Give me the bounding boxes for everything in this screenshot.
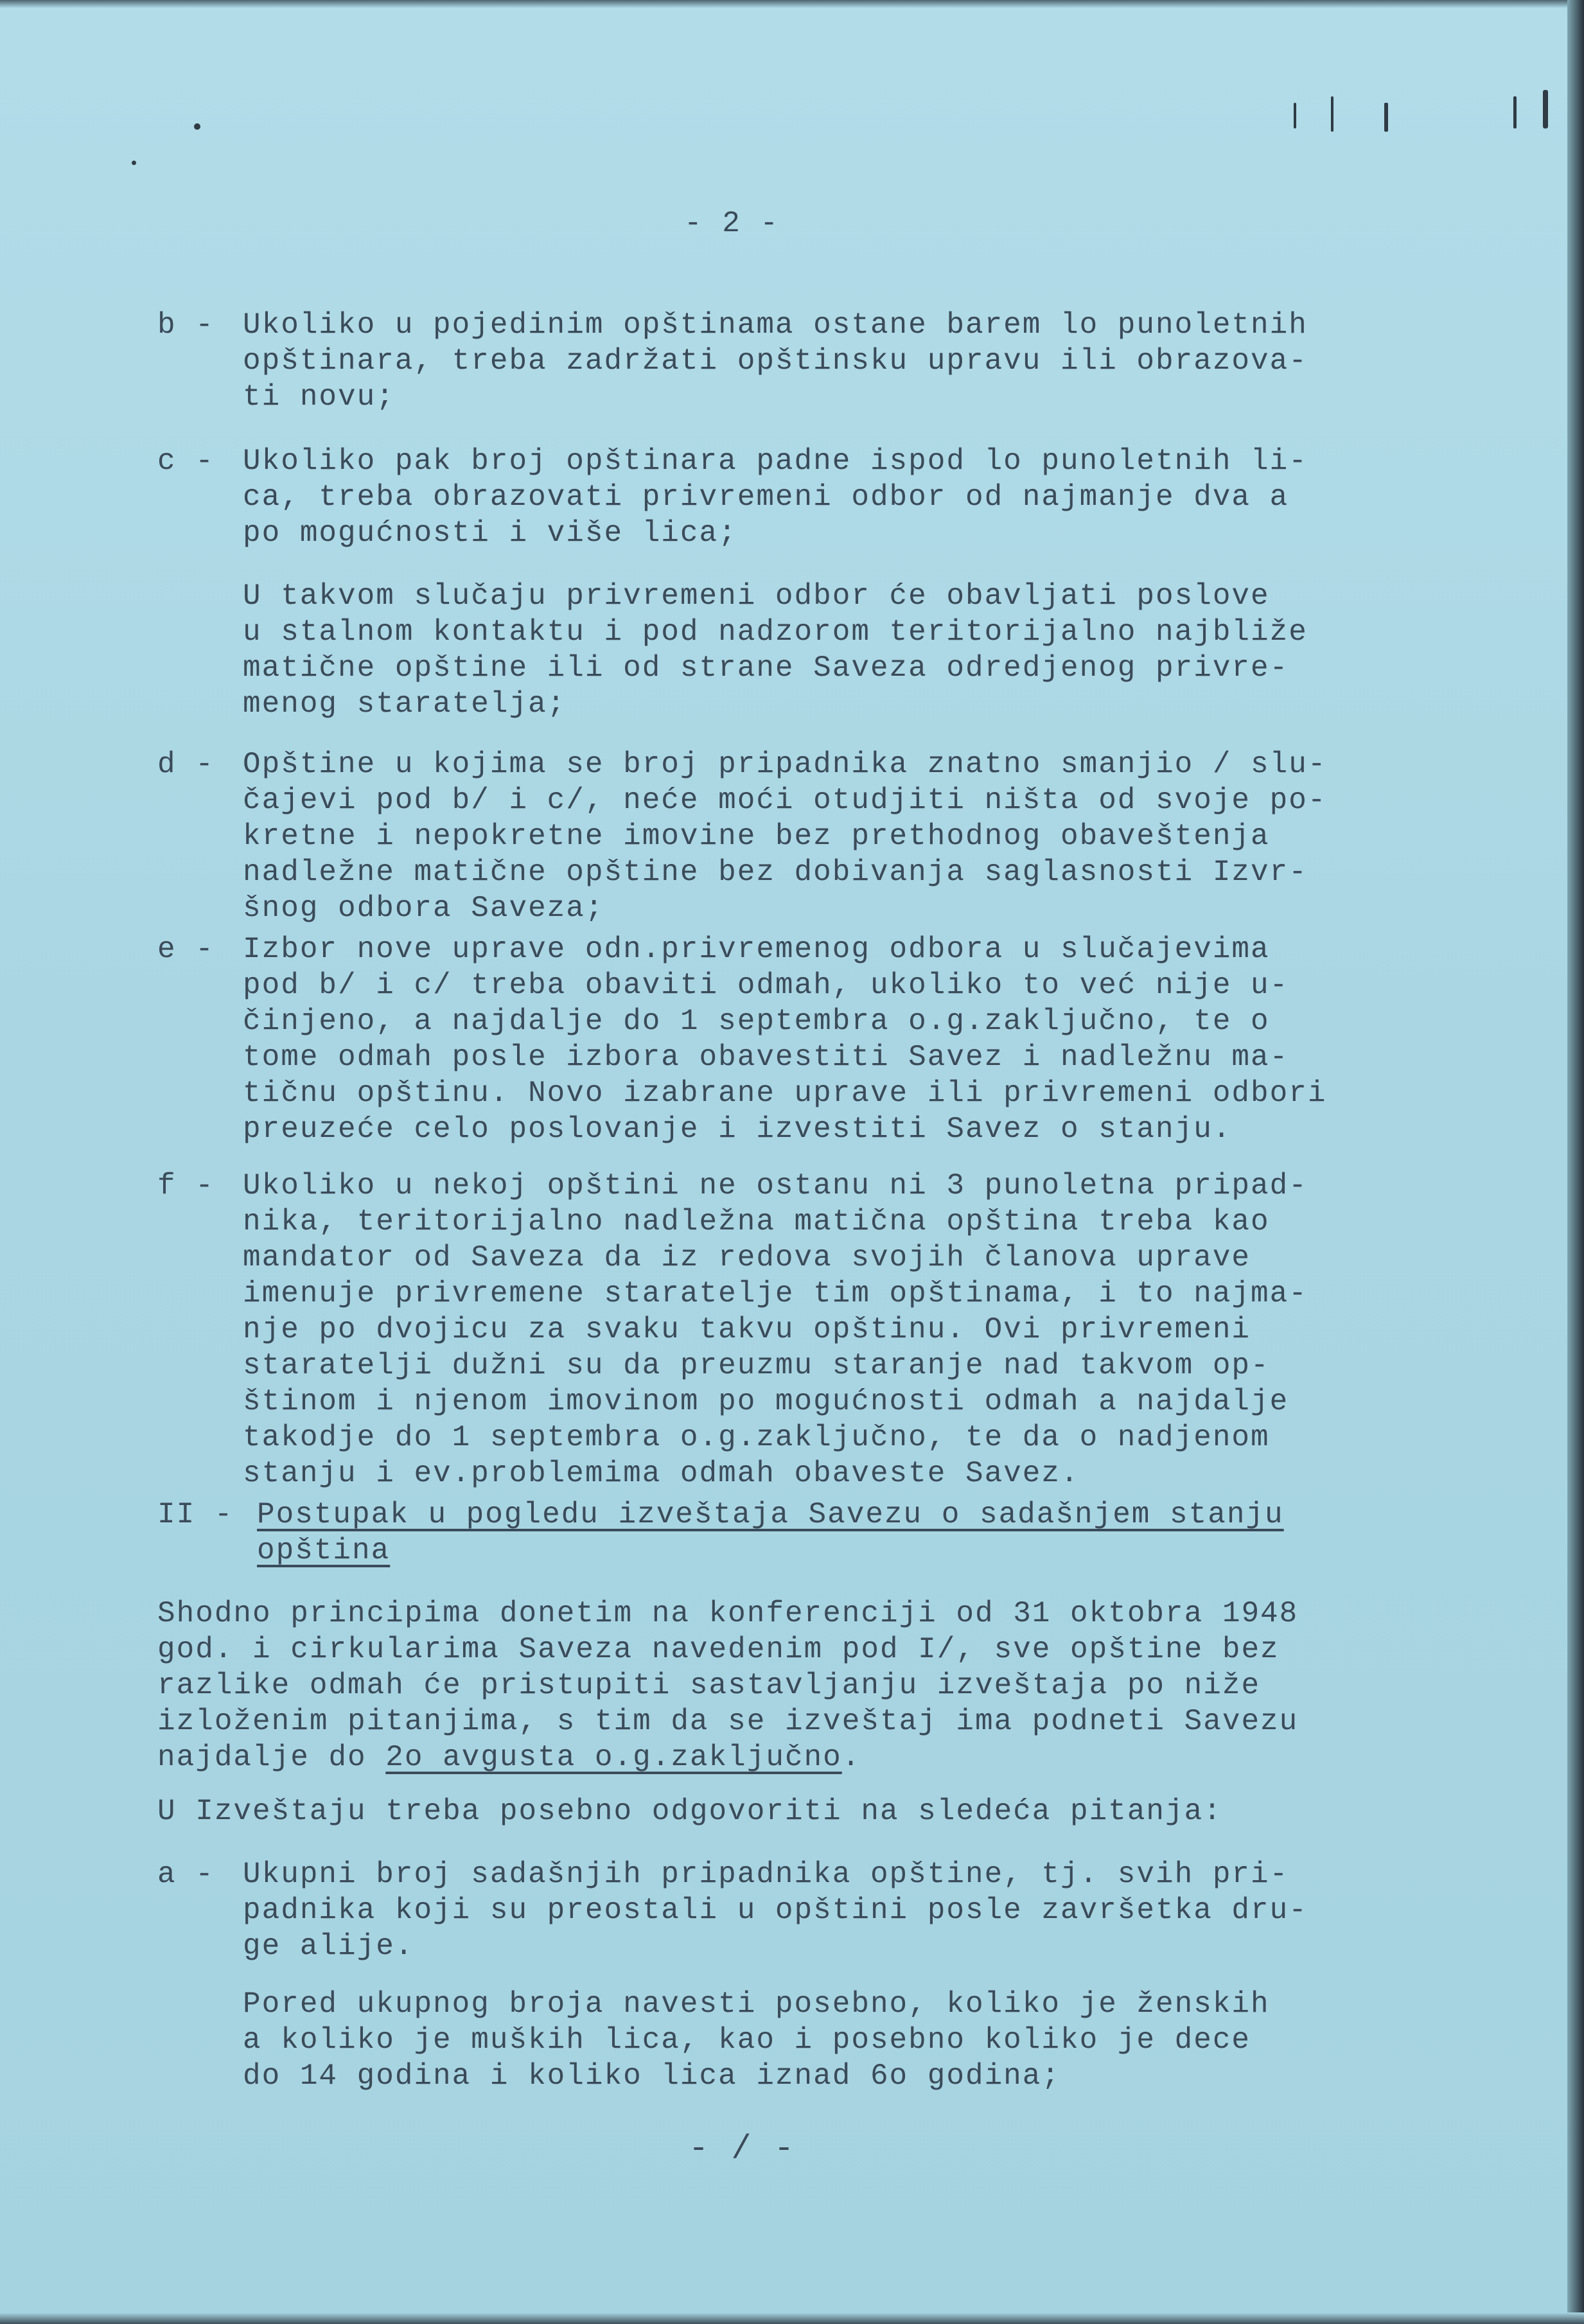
- scan-edge-right: [1567, 0, 1584, 2324]
- item-d-label: d -: [157, 748, 215, 781]
- scan-speck: [1513, 96, 1517, 128]
- item-f-line: nika, teritorijalno nadležna matična opština treba kao: [243, 1205, 1270, 1238]
- item-a-note-line: a koliko je muških lica, kao i posebno koliko je dece: [243, 2023, 1251, 2057]
- scan-edge-top: [0, 0, 1584, 8]
- page-number: - 2 -: [684, 207, 780, 240]
- item-f-line: štinom i njenom imovinom po mogućnosti odmah a najdalje: [243, 1385, 1289, 1418]
- paragraph-line: Shodno principima donetim na konferenciji od 31 oktobra 1948: [157, 1597, 1299, 1630]
- scan-speck: [132, 161, 136, 165]
- item-d-line: čajevi pod b/ i c/, neće moći otudjiti ništa od svoje po-: [243, 784, 1327, 817]
- item-d-line: kretne i nepokretne imovine bez prethodnog obaveštenja: [243, 820, 1270, 853]
- scan-speck: [1384, 103, 1388, 132]
- scan-speck: [1543, 90, 1548, 128]
- item-f-line: takodje do 1 septembra o.g.zaključno, te da o nadjenom: [243, 1421, 1270, 1454]
- item-f-line: mandator od Saveza da iz redova svojih članova uprave: [243, 1241, 1251, 1274]
- deadline-suffix: .: [841, 1741, 861, 1774]
- item-f-line: stanju i ev.problemima odmah obaveste Savez.: [243, 1457, 1080, 1490]
- scan-speck: [1331, 96, 1333, 132]
- item-e-label: e -: [157, 933, 215, 966]
- deadline-prefix: najdalje do: [157, 1741, 386, 1774]
- item-a-line: padnika koji su preostali u opštini posle završetka dru-: [243, 1894, 1308, 1927]
- item-d-line: nadležne matične opštine bez dobivanja saglasnosti Izvr-: [243, 856, 1308, 889]
- item-e-line: Izbor nove uprave odn.privremenog odbora u slučajevima: [243, 933, 1270, 966]
- paragraph-line: razlike odmah će pristupiti sastavljanju izveštaja po niže: [157, 1669, 1261, 1702]
- item-a-line: ge alije.: [243, 1930, 414, 1963]
- item-b-label: b -: [157, 308, 215, 342]
- section-ii-heading: opština: [257, 1534, 391, 1567]
- scan-edge-bottom: [0, 2312, 1584, 2324]
- questions-intro: U Izveštaju treba posebno odgovoriti na sledeća pitanja:: [157, 1795, 1222, 1828]
- paragraph-line: izloženim pitanjima, s tim da se izveštaj ima podneti Savezu: [157, 1705, 1299, 1738]
- deadline-date: 2o avgusta o.g.zaključno: [385, 1741, 842, 1774]
- item-b-line: ti novu;: [243, 380, 395, 414]
- item-c-note-line: u stalnom kontaktu i pod nadzorom teritorijalno najbliže: [243, 615, 1308, 649]
- item-a-label: a -: [157, 1858, 215, 1891]
- item-f-line: nje po dvojicu za svaku takvu opštinu. Ovi privremeni: [243, 1313, 1251, 1346]
- scan-speck: [194, 123, 200, 130]
- item-f-line: imenuje privremene staratelje tim opštinama, i to najma-: [243, 1277, 1308, 1310]
- section-ii-heading: Postupak u pogledu izveštaja Savezu o sadašnjem stanju: [257, 1498, 1284, 1531]
- item-a-line: Ukupni broj sadašnjih pripadnika opštine, tj. svih pri-: [243, 1858, 1289, 1891]
- item-e-line: tičnu opštinu. Novo izabrane uprave ili privremeni odbori: [243, 1077, 1327, 1110]
- section-ii-label: II -: [157, 1498, 234, 1531]
- item-f-label: f -: [157, 1169, 215, 1202]
- item-a-note-line: Pored ukupnog broja navesti posebno, koliko je ženskih: [243, 1987, 1270, 2021]
- item-e-line: činjeno, a najdalje do 1 septembra o.g.zaključno, te o: [243, 1005, 1270, 1038]
- item-c-line: po mogućnosti i više lica;: [243, 516, 737, 550]
- item-e-line: tome odmah posle izbora obavestiti Savez i nadležnu ma-: [243, 1041, 1289, 1074]
- item-f-line: staratelji dužni su da preuzmu staranje nad takvom op-: [243, 1349, 1270, 1382]
- item-b-line: Ukoliko u pojedinim opštinama ostane barem lo punoletnih: [243, 308, 1308, 342]
- item-b-line: opštinara, treba zadržati opštinsku upravu ili obrazova-: [243, 344, 1308, 378]
- item-c-line: ca, treba obrazovati privremeni odbor od najmanje dva a: [243, 480, 1289, 514]
- scan-speck: [1294, 103, 1296, 128]
- paragraph-line: god. i cirkularima Saveza navedenim pod I/, sve opštine bez: [157, 1633, 1280, 1666]
- paragraph-deadline-line: [157, 1739, 861, 1775]
- item-d-line: šnog odbora Saveza;: [243, 892, 604, 925]
- item-a-note-line: do 14 godina i koliko lica iznad 6o godina;: [243, 2059, 1060, 2093]
- page-footer-mark: - / -: [689, 2130, 796, 2168]
- item-d-line: Opštine u kojima se broj pripadnika znatno smanjio / slu-: [243, 748, 1327, 781]
- item-c-note-line: U takvom slučaju privremeni odbor će obavljati poslove: [243, 579, 1270, 613]
- item-c-line: Ukoliko pak broj opštinara padne ispod lo punoletnih li-: [243, 445, 1308, 478]
- item-c-label: c -: [157, 445, 215, 478]
- item-e-line: preuzeće celo poslovanje i izvestiti Savez o stanju.: [243, 1113, 1232, 1146]
- item-e-line: pod b/ i c/ treba obaviti odmah, ukoliko to već nije u-: [243, 969, 1289, 1002]
- item-c-note-line: menog staratelja;: [243, 687, 567, 721]
- item-c-note-line: matične opštine ili od strane Saveza odredjenog privre-: [243, 651, 1289, 685]
- item-f-line: Ukoliko u nekoj opštini ne ostanu ni 3 punoletna pripad-: [243, 1169, 1308, 1202]
